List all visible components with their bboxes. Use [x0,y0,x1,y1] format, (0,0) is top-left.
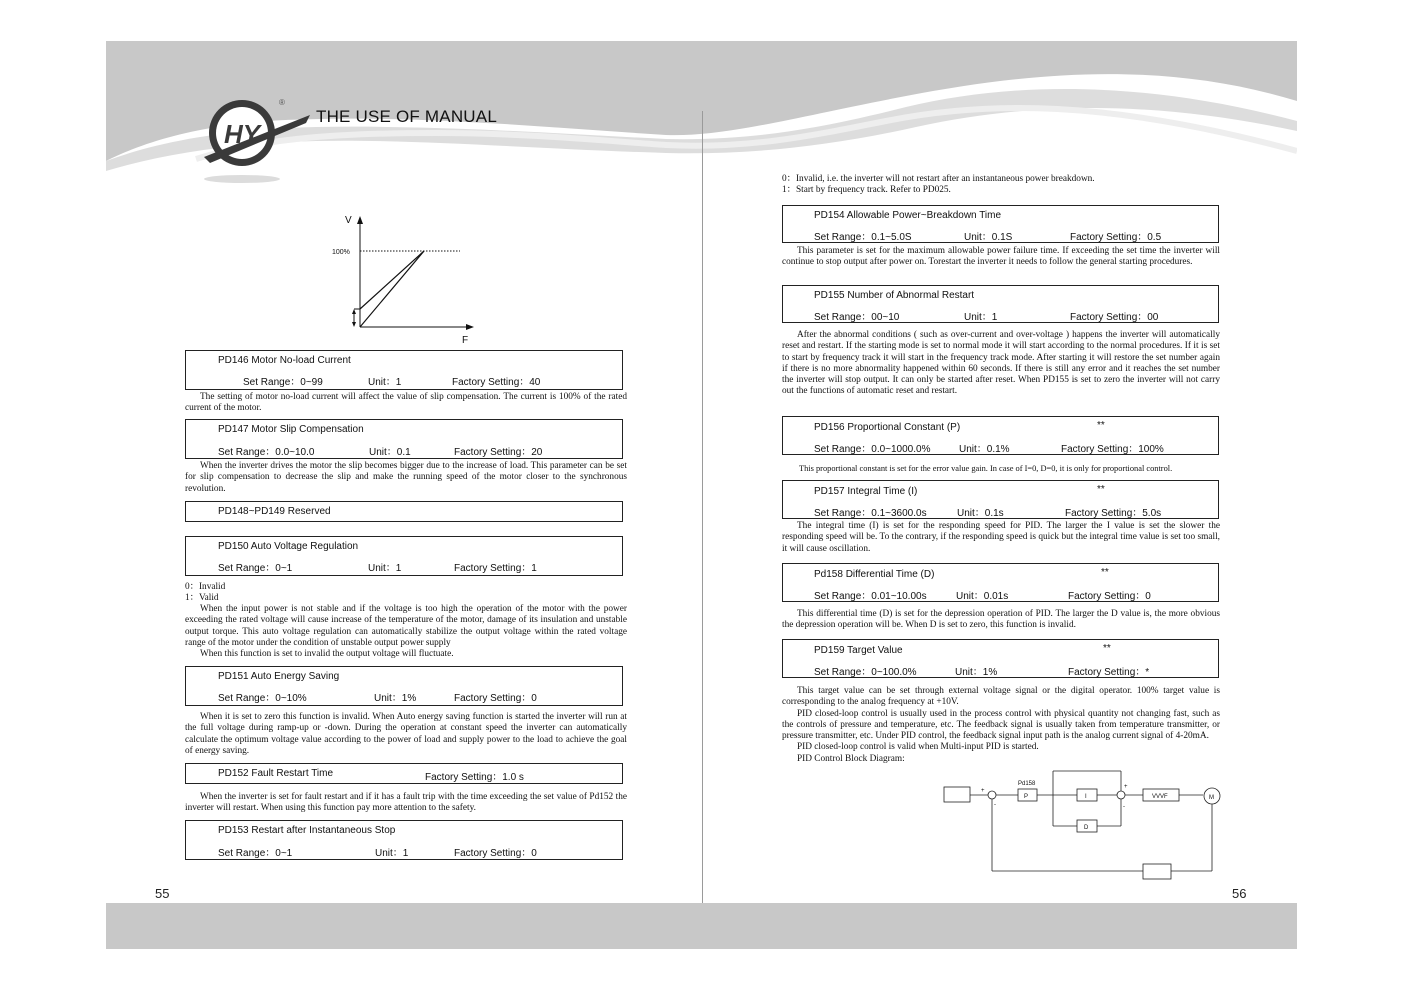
pid-plus-sign: + [981,788,985,794]
pd154-description: This parameter is set for the maximum allowable power failure time. If exceeding the set time the inverter will continue to stop output after power on. Torestart the inverter it needs to follow the general starting procedures. [782,246,1220,268]
param-box-pd151 [185,666,623,706]
pd151-description: When it is set to zero this function is invalid. When Auto energy saving function is started the inverter will run at the full voltage during ramp-up or -down. During the operation at constant speed the inverter can automatically calculate the optimum voltage value according to the power of load and supply power to the load to achieve the goal of energy saving. [185,712,627,756]
param-title: PD154 Allowable Power~Breakdown Time [814,210,1002,221]
param-box-pd154 [782,205,1219,243]
pd155-description: After the abnormal conditions ( such as over-current and over-voltage ) happens the inverter will automatically reset and restart. If the starting mode is set to normal mode it will start according to the normal procedures. If it is set to start by frequency track it will start in the frequency track mode. After starting it will restore the set number again if there is no more abnormality happened within 60 seconds. If there is still any error and it reaches the set number the inverter will stop output. It can only be started after reset. When PD155 is set to zero the inverter will not carry out the functions of automatic reset and restart. [782,330,1220,397]
param-box-pd155 [782,285,1219,323]
param-factory: Factory Setting：0.5 [1070,232,1162,243]
param-factory: Factory Setting：5.0s [1065,508,1162,519]
param-unit: Unit：1 [368,563,402,574]
pd152-description: When the inverter is set for fault restart and if it has a fault trip with the time exceeding the set value of Pd152 the inverter will restart. When using this function pay more attention to the safety. [185,792,627,814]
pid-i-label: I [1085,794,1087,800]
left-page [106,41,702,903]
param-title: PD146 Motor No-load Current [218,355,351,366]
param-unit: Unit：1 [368,377,402,388]
param-title: PD148~PD149 Reserved [218,506,331,517]
param-title: PD147 Motor Slip Compensation [218,424,364,435]
param-range: Set Range：0~100.0% [814,667,917,678]
pd147-description: When the inverter drives the motor the slip becomes bigger due to the increase of load. This parameter can be set for slip compensation to decrease the slip and make the running speed of the motor closer to the synchronous revolution. [185,461,627,494]
param-box-pd153 [185,820,623,860]
param-title: PD156 Proportional Constant (P) [814,422,961,433]
pid-minus-sign: - [994,802,996,808]
param-factory: Factory Setting：00 [1070,312,1159,323]
pid-sum-minus-sign: - [1123,804,1125,810]
param-range: Set Range：00~10 [814,312,900,323]
pid-p-label: P [1024,794,1029,800]
bottom-band [106,903,1297,949]
param-mark: ** [1097,420,1105,431]
param-title: PD150 Auto Voltage Regulation [218,541,359,552]
param-box-pd156 [782,416,1219,455]
page-number-right: 56 [1232,886,1247,901]
restart-option-1: 1：Start by frequency track. Refer to PD025. [782,185,951,195]
param-box-pd148 [185,501,623,522]
param-unit: Unit：1% [374,693,417,704]
pd150-description: When the input power is not stable and if the voltage is too high the operation of the motor with the power exceeding the rated voltage will cause increase of the temperature of the motor, damage of its insulation and unstable output torque. This auto voltage regulation can automatically stabilize the output voltage within the rated voltage range of the motor under the condition of unstable output power supply When this function is set to invalid the output voltage will fluctuate. [185,604,627,660]
param-box-pd152 [185,763,623,784]
pd146-description: The setting of motor no-load current will affect the value of slip compensation. The current is 100% of the rated current of the motor. [185,392,627,414]
param-factory: Factory Setting：1.0 s [425,772,524,783]
param-factory: Factory Setting：1 [454,563,537,574]
pid-d-label: D [1084,825,1089,831]
logo-letters: HY [224,119,261,149]
param-unit: Unit：0.1S [964,232,1013,243]
param-box-pd146 [185,350,623,390]
param-factory: Factory Setting：* [1068,667,1150,678]
manual-spread [106,41,1297,949]
param-range: Set Range：0.01~10.00s [814,591,927,602]
pid-sum-plus-sign: + [1124,784,1128,790]
param-unit: Unit：1 [375,848,409,859]
param-range: Set Range：0~1 [218,848,293,859]
param-range: Set Range：0.1~3600.0s [814,508,927,519]
pid-vvvf-label: VVVF [1152,794,1168,800]
right-page [703,41,1297,903]
graph-level-label: 100% [332,249,350,256]
param-box-pd157 [782,480,1219,519]
param-box-pd159 [782,639,1219,678]
param-title: PD152 Fault Restart Time [218,768,334,779]
pid-diagram-caption: PID Control Block Diagram: [797,753,905,764]
param-range: Set Range：0.1~5.0S [814,232,912,243]
param-title: PD159 Target Value [814,645,903,656]
param-range: Set Range：0.0~10.0 [218,447,315,458]
param-title: PD157 Integral Time (I) [814,486,918,497]
pd150-option-1: 1：Valid [185,593,219,603]
param-title: PD155 Number of Abnormal Restart [814,290,975,301]
param-unit: Unit：0.1s [957,508,1004,519]
graph-x-label: F [462,335,469,346]
pid-pd158-label: Pd158 [1018,781,1036,787]
param-unit: Unit：1% [955,667,998,678]
param-factory: Factory Setting：0 [1068,591,1151,602]
param-unit: Unit：0.01s [956,591,1009,602]
pd157-description: The integral time (I) is set for the responding speed for PID. The larger the I value is set the slower the responding speed will be. To the contrary, if the responding speed is quick but the integral time value is set too small, it will cause oscillation. [782,521,1220,554]
param-range: Set Range：0.0~1000.0% [814,444,931,455]
pid-block-diagram [939,765,1229,883]
pd156-description: This proportional constant is set for the error value gain. In case of I=0, D=0, it is only for proportional control. [799,464,1173,473]
pd150-option-0: 0：Invalid [185,582,226,592]
param-unit: Unit：1 [964,312,998,323]
pid-valid-text: PID closed-loop control is valid when Multi-input PID is started. [797,742,1039,753]
param-box-pd150 [185,536,623,576]
param-range: Set Range：0~10% [218,693,307,704]
pid-closed-loop-text: PID closed-loop control is usually used in the process control with physical quantity not changing fast, such as the controls of pressure and temperature, etc. The feedback signal is usually taken from temperature transmitter, or pressure transmitter, etc. Under PID control, the feedback signal input path is the analog current signal of 4-20mA. [782,708,1220,742]
param-range: Set Range：0~1 [218,563,293,574]
param-box-pd158 [782,563,1219,602]
param-mark: ** [1103,643,1111,654]
pd158-description: This differential time (D) is set for the depression operation of PID. The larger the D value is, the more obvious the depression operation will be. When D is set to zero, this function is invalid. [782,609,1220,631]
registered-mark: ® [279,98,285,107]
param-factory: Factory Setting：40 [452,377,541,388]
param-factory: Factory Setting：20 [454,447,543,458]
manual-title: THE USE OF MANUAL [316,107,497,126]
param-range: Set Range：0~99 [243,377,323,388]
param-unit: Unit：0.1 [369,447,411,458]
param-factory: Factory Setting：100% [1061,444,1164,455]
pid-motor-label: M [1209,795,1214,801]
param-factory: Factory Setting：0 [454,693,537,704]
page-number-left: 55 [155,886,170,901]
param-title: Pd158 Differential Time (D) [814,569,935,580]
param-title: PD151 Auto Energy Saving [218,671,340,682]
param-title: PD153 Restart after Instantaneous Stop [218,825,396,836]
param-unit: Unit：0.1% [959,444,1010,455]
pd150-description-2: When this function is set to invalid the output voltage will fluctuate. [200,649,454,660]
pid-description: This target value can be set through external voltage signal or the digital operator. 100% target value is corresponding to the analog frequency at +10V. PID closed-loop control is usually used in the process control with physical quantity not changing fast, such as the controls of pressure and temperature, etc. The feedback signal is usually taken from temperature transmitter, or pressure transmitter, etc. Under PID control, the feedback signal input path is the analog current signal of 4-20mA. PID closed-loop control is valid when Multi-input PID is started. PID Control Block Diagram: [782,686,1220,764]
param-box-pd147 [185,419,623,459]
param-mark: ** [1101,567,1109,578]
param-factory: Factory Setting：0 [454,848,537,859]
param-mark: ** [1097,484,1105,495]
restart-option-0: 0：Invalid, i.e. the inverter will not restart after an instantaneous power breakdown. [782,174,1095,184]
graph-y-label: V [345,215,352,226]
vf-curve-graph [328,213,478,347]
